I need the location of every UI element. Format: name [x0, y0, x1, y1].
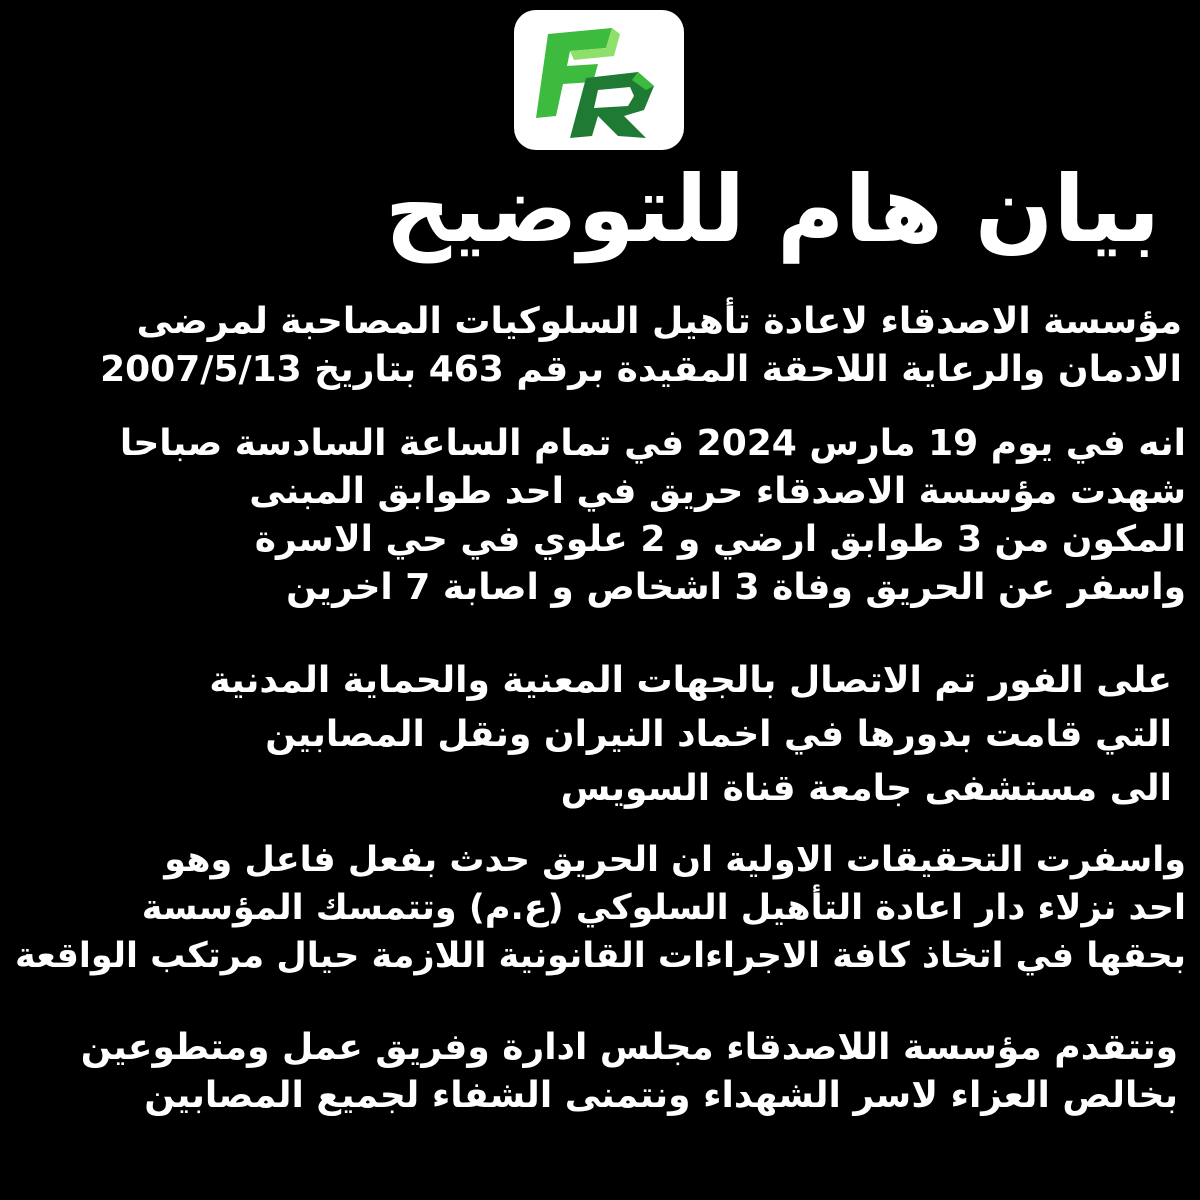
paragraph-line: انه في يوم 19 مارس 2024 في تمام الساعة السادسة صباحا: [119, 423, 1186, 464]
page-title: بيان هام للتوضيح: [384, 156, 1160, 263]
paragraph-line: احد نزلاء دار اعادة التأهيل السلوكي (ع.م) وتتمسك المؤسسة: [141, 888, 1186, 928]
paragraph-line: المكون من 3 طوابق ارضي و 2 علوي في حي الاسرة: [254, 519, 1186, 560]
logo: [514, 10, 684, 150]
paragraph-line: بخالص العزاء لاسر الشهداء ونتمنى الشفاء لجميع المصابين: [144, 1075, 1178, 1116]
paragraph-line: على الفور تم الاتصال بالجهات المعنية والحماية المدنية: [209, 660, 1172, 701]
paragraph-line: مؤسسة الاصدقاء لاعادة تأهيل السلوكيات المصاحبة لمرضى: [136, 301, 1182, 342]
paragraph-line: بحقها في اتخاذ كافة الاجراءات القانونية اللازمة حيال مرتكب الواقعة: [15, 936, 1186, 976]
paragraph-line: التي قامت بدورها في اخماد النيران ونقل المصابين: [265, 714, 1172, 755]
paragraph-line: الى مستشفى جامعة قناة السويس: [560, 768, 1172, 809]
paragraph-line: وتتقدم مؤسسة اللاصدقاء مجلس ادارة وفريق عمل ومتطوعين: [80, 1027, 1178, 1068]
logo-icon: [534, 20, 664, 140]
condolence-paragraph: [81, 1024, 1178, 1120]
paragraph-line: واسفرت التحقيقات الاولية ان الحريق حدث بفعل فاعل وهو: [164, 840, 1186, 880]
paragraph-line: شهدت مؤسسة الاصدقاء حريق في احد طوابق المبنى: [249, 471, 1186, 512]
response-paragraph: [209, 654, 1172, 816]
incident-paragraph: [120, 420, 1186, 612]
investigation-paragraph: [15, 836, 1186, 980]
paragraph-line: الادمان والرعاية اللاحقة المقيدة برقم 463 بتاريخ 2007/5/13: [100, 349, 1182, 390]
intro-paragraph: [100, 298, 1182, 394]
paragraph-line: واسفر عن الحريق وفاة 3 اشخاص و اصابة 7 اخرين: [286, 567, 1186, 608]
